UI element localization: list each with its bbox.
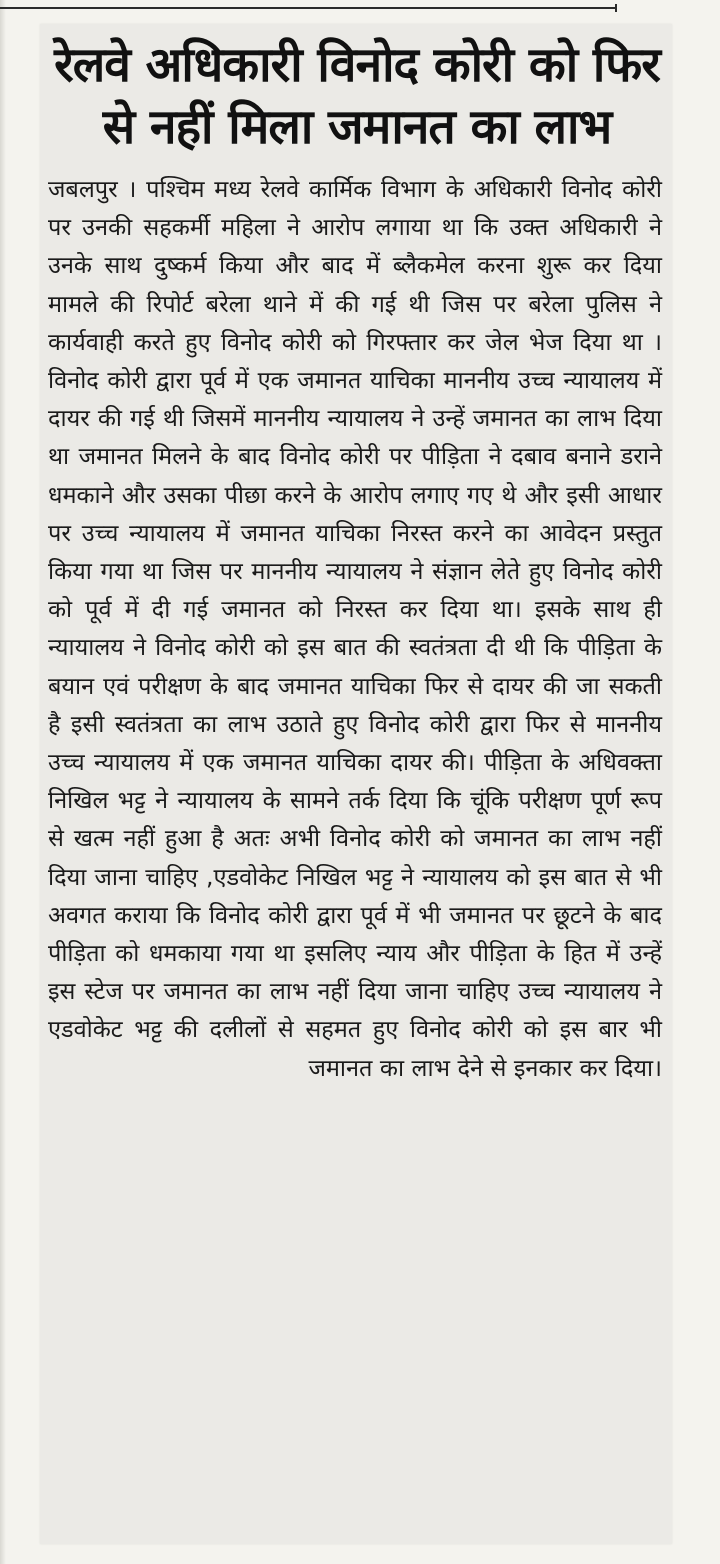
article-body: जबलपुर । पश्चिम मध्य रेलवे कार्मिक विभाग के अधिकारी विनोद कोरी पर उनकी सहकर्मी महिला ने आरोप लगाया था कि उक्त अधिकारी ने उनके साथ दुष्कर्म किया और बाद में ब्लैकमेल करना शुरू कर दिया मामले की रिपोर्ट बरेला थाने में की गई थी जिस पर बरेला पुलिस ने कार्यवाही करते हुए विनोद कोरी को गिरफ्तार कर जेल भेज दिया था ।विनोद कोरी द्वारा पूर्व में एक जमानत याचिका माननीय उच्च न्यायालय में दायर की गई थी जिसमें माननीय न्यायालय ने उन्हें जमानत का लाभ दिया था जमानत मिलने के बाद विनोद कोरी पर पीड़िता ने दबाव बनाने डराने धमकाने और उसका पीछा करने के आरोप लगाए गए थे और इसी आधार पर उच्च न्यायालय में जमानत याचिका निरस्त करने का आवेदन प्रस्तुत किया गया था जिस पर माननीय न्यायालय ने संज्ञान लेते हुए विनोद कोरी को पूर्व में दी गई जमानत को निरस्त कर दिया था। इसके साथ ही न्यायालय ने विनोद कोरी को इस बात की स्वतंत्रता दी थी कि पीड़िता के बयान एवं परीक्षण के बाद जमानत याचिका फिर से दायर की जा सकती है इसी स्वतंत्रता का लाभ उठाते हुए विनोद कोरी द्वारा फिर से माननीय उच्च न्यायालय में एक जमानत याचिका दायर की। पीड़िता के अधिवक्ता निखिल भट्ट ने न्यायालय के सामने तर्क दिया कि चूंकि परीक्षण पूर्ण रूप से खत्म नहीं हुआ है अतः अभी विनोद कोरी को जमानत का लाभ नहीं दिया जाना चाहिए ,एडवोकेट निखिल भट्ट ने न्यायालय को इस बात से भी अवगत कराया कि विनोद कोरी द्वारा पूर्व में भी जमानत पर छूटने के बाद पीड़िता को धमकाया गया था इसलिए न्याय और पीड़िता के हित में उन्हें इस स्टेज पर जमानत का लाभ नहीं दिया जाना चाहिए उच्च न्यायालय ने एडवोकेट भट्ट की दलीलों से सहमत हुए विनोद कोरी को इस बार भी जमानत का लाभ देने से इनकार कर दिया। bbox=[48, 175, 662, 1082]
headline: रेलवे अधिकारी विनोद कोरी को फिर से नहीं मिला जमानत का लाभ bbox=[54, 37, 660, 155]
top-rule-end bbox=[615, 4, 617, 12]
page-edge-shadow bbox=[0, 0, 6, 1564]
newspaper-clipping bbox=[40, 24, 672, 1544]
top-rule bbox=[0, 7, 615, 9]
